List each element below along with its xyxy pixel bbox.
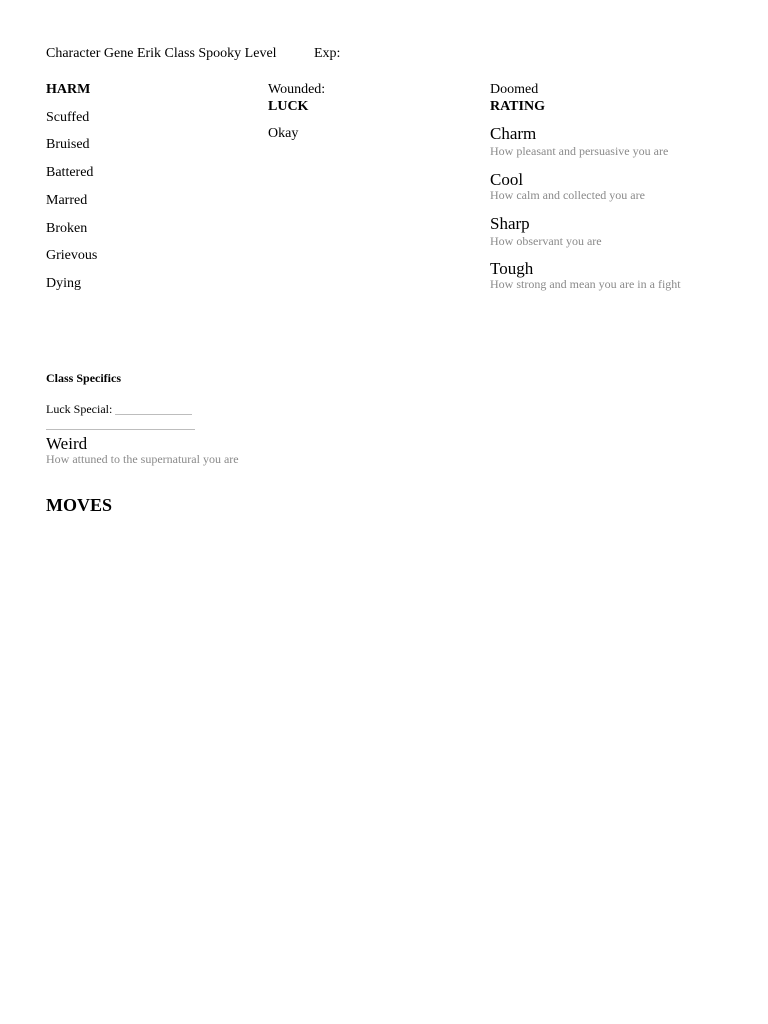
harm-level-grievous: Grievous xyxy=(46,248,98,263)
moves-heading: MOVES xyxy=(46,495,113,515)
harm-level-battered: Battered xyxy=(46,165,94,180)
harm-heading: HARM xyxy=(46,82,91,97)
rating-cool-desc: How calm and collected you are xyxy=(490,188,645,202)
rating-heading: RATING xyxy=(490,99,545,114)
doomed-label: Doomed xyxy=(490,82,539,97)
wounded-label: Wounded: xyxy=(268,82,326,97)
harm-level-broken: Broken xyxy=(46,221,88,236)
harm-level-dying: Dying xyxy=(46,276,81,291)
character-header: Character Gene Erik Class Spooky Level xyxy=(46,46,277,61)
harm-level-scuffed: Scuffed xyxy=(46,110,90,125)
rating-weird-name: Weird xyxy=(46,434,88,453)
rating-charm-name: Charm xyxy=(490,124,537,143)
luck-special-label: Luck Special: xyxy=(46,402,113,416)
luck-heading: LUCK xyxy=(268,99,309,114)
class-specifics-divider xyxy=(46,429,195,430)
rating-tough-name: Tough xyxy=(490,259,534,278)
harm-level-bruised: Bruised xyxy=(46,137,90,152)
class-specifics-heading: Class Specifics xyxy=(46,371,121,385)
rating-weird-desc: How attuned to the supernatural you are xyxy=(46,452,239,466)
rating-sharp-desc: How observant you are xyxy=(490,234,602,248)
luck-value: Okay xyxy=(268,126,299,141)
luck-special-blank-line xyxy=(115,414,192,415)
harm-level-marred: Marred xyxy=(46,193,88,208)
rating-cool-name: Cool xyxy=(490,170,524,189)
rating-tough-desc: How strong and mean you are in a fight xyxy=(490,277,681,291)
rating-charm-desc: How pleasant and persuasive you are xyxy=(490,144,669,158)
rating-sharp-name: Sharp xyxy=(490,214,530,233)
exp-label: Exp: xyxy=(314,46,341,61)
